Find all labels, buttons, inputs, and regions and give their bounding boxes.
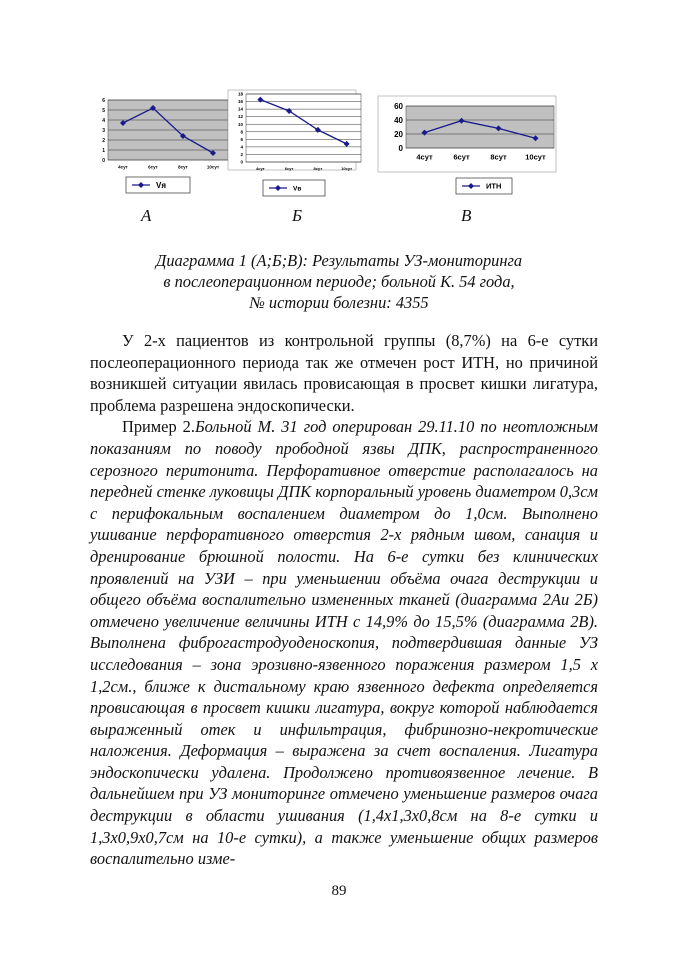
chart-b-svg — [228, 90, 368, 210]
y-tick-label: 16 — [237, 99, 243, 105]
legend — [126, 177, 190, 193]
y-tick-label: 60 — [394, 101, 403, 111]
x-tick-label: 8сут — [313, 166, 323, 171]
chart-a — [88, 90, 238, 205]
plot-area — [246, 94, 361, 162]
paragraph-2 — [90, 416, 598, 869]
legend — [456, 178, 512, 194]
y-tick-label: 4 — [102, 117, 105, 124]
y-tick-label: 0 — [240, 159, 243, 165]
x-tick-label: 6сут — [284, 166, 294, 171]
y-tick-label: 40 — [394, 115, 403, 125]
x-tick-label: 8сут — [178, 164, 188, 170]
y-tick-label: 0 — [102, 157, 105, 164]
y-tick-label: 6 — [102, 97, 105, 104]
panel-label-b: Б — [292, 206, 303, 225]
x-tick-label: 6сут — [148, 164, 158, 170]
y-tick-label: 18 — [237, 91, 243, 97]
page-number: 89 — [331, 883, 347, 899]
y-tick-label: 2 — [240, 152, 243, 158]
y-tick-label: 20 — [394, 129, 403, 139]
y-tick-label: 12 — [237, 114, 243, 120]
paragraph-1: У 2-х пациентов из контрольной группы (8,7%) на 6-е сутки послеоперационного периода так же отмечен рост ИТН, но причиной возникшей ситуации явилась провисающая в просвет кишки лигатура, проблема разрешена эндоскопически. — [90, 331, 598, 415]
paragraph-2-lead: Пример 2. — [122, 417, 195, 437]
legend — [263, 180, 325, 196]
y-tick-label: 2 — [102, 137, 105, 144]
y-tick-label: 4 — [240, 144, 243, 150]
plot-area — [406, 106, 554, 148]
x-tick-label: 4сут — [416, 152, 433, 162]
y-tick-label: 3 — [102, 127, 105, 134]
legend-label: Vя — [156, 180, 167, 190]
x-tick-label: 8сут — [490, 152, 507, 162]
panel-label-c: В — [461, 206, 472, 225]
legend-label: Vв — [293, 185, 302, 193]
paragraph-2-italic: Больной М. 31 год оперирован 29.11.10 по неотложным показаниям по поводу прободной язвы ДПК, распространенного серозного перитонита. Перфоративное отверстие располагалось на передней стенке луковицы ДПК корпоральный уровень диаметром 0,3см с перифокальным воспалением диаметром до 1,0см. Выполнено ушивание перфоративного отверстия 2-х рядным швом, санация и дренирование брюшной полости. На 6-е сутки без клинических проявлений на УЗИ – при уменьшении объёма очага деструкции и общего объёма воспалительно измененных тканей (диаграмма 2Аи 2Б) отмечено увеличение величины ИТН с 14,9% до 15,5% (диаграмма 2В). Выполнена фиброгастродуоденоскопия, подтвердившая данные УЗ исследования – зона эрозивно-язвенного поражения размером 1,5 х 1,2см., ближе к дистальному краю язвенного дефекта определяется провисающая в просвет кишки лигатура, вокруг которой наблюдается выраженный отек и инфильтрация, фибринозно-некротические наложения. Деформация – выражена за счет воспаления. Лигатура эндоскопически удалена. Продолжено противоязвенное лечение. В дальнейшем при УЗ мониторинге отмечено уменьшение размеров очага деструкции в области ушивания (1,4х1,3х0,8см на 8-е сутки и 1,3х0,9х0,7см на 10-е сутки), а также уменьшение общих размеров воспалительно изме- — [90, 417, 598, 869]
chart-a-svg — [88, 90, 238, 205]
panel-label-a: А — [141, 206, 152, 225]
legend-label: ИТН — [486, 181, 502, 191]
x-tick-label: 10сут — [206, 164, 220, 170]
x-tick-label: 10сут — [525, 152, 546, 162]
x-tick-label: 4сут — [256, 166, 265, 171]
x-tick-label: 4сут — [118, 164, 128, 170]
y-tick-label: 5 — [102, 107, 105, 114]
y-tick-label: 0 — [398, 143, 403, 153]
chart-c — [378, 96, 558, 206]
figure-caption — [0, 250, 678, 313]
x-tick-label: 6сут — [453, 152, 470, 162]
y-tick-label: 14 — [237, 106, 243, 112]
chart-b — [228, 90, 368, 210]
body-text — [90, 330, 598, 870]
caption-line-3: № истории болезни: 4355 — [249, 293, 429, 312]
y-tick-label: 1 — [102, 147, 105, 154]
caption-line-1: Диаграмма 1 (А;Б;В): Результаты УЗ-мониторинга — [155, 251, 523, 270]
y-tick-label: 8 — [240, 129, 243, 135]
x-tick-label: 10сут — [341, 166, 353, 171]
y-tick-label: 6 — [240, 136, 243, 142]
caption-line-2: в послеоперационном периоде; больной К. 54 года, — [163, 272, 515, 291]
chart-c-svg — [378, 96, 558, 206]
y-tick-label: 10 — [237, 121, 243, 127]
